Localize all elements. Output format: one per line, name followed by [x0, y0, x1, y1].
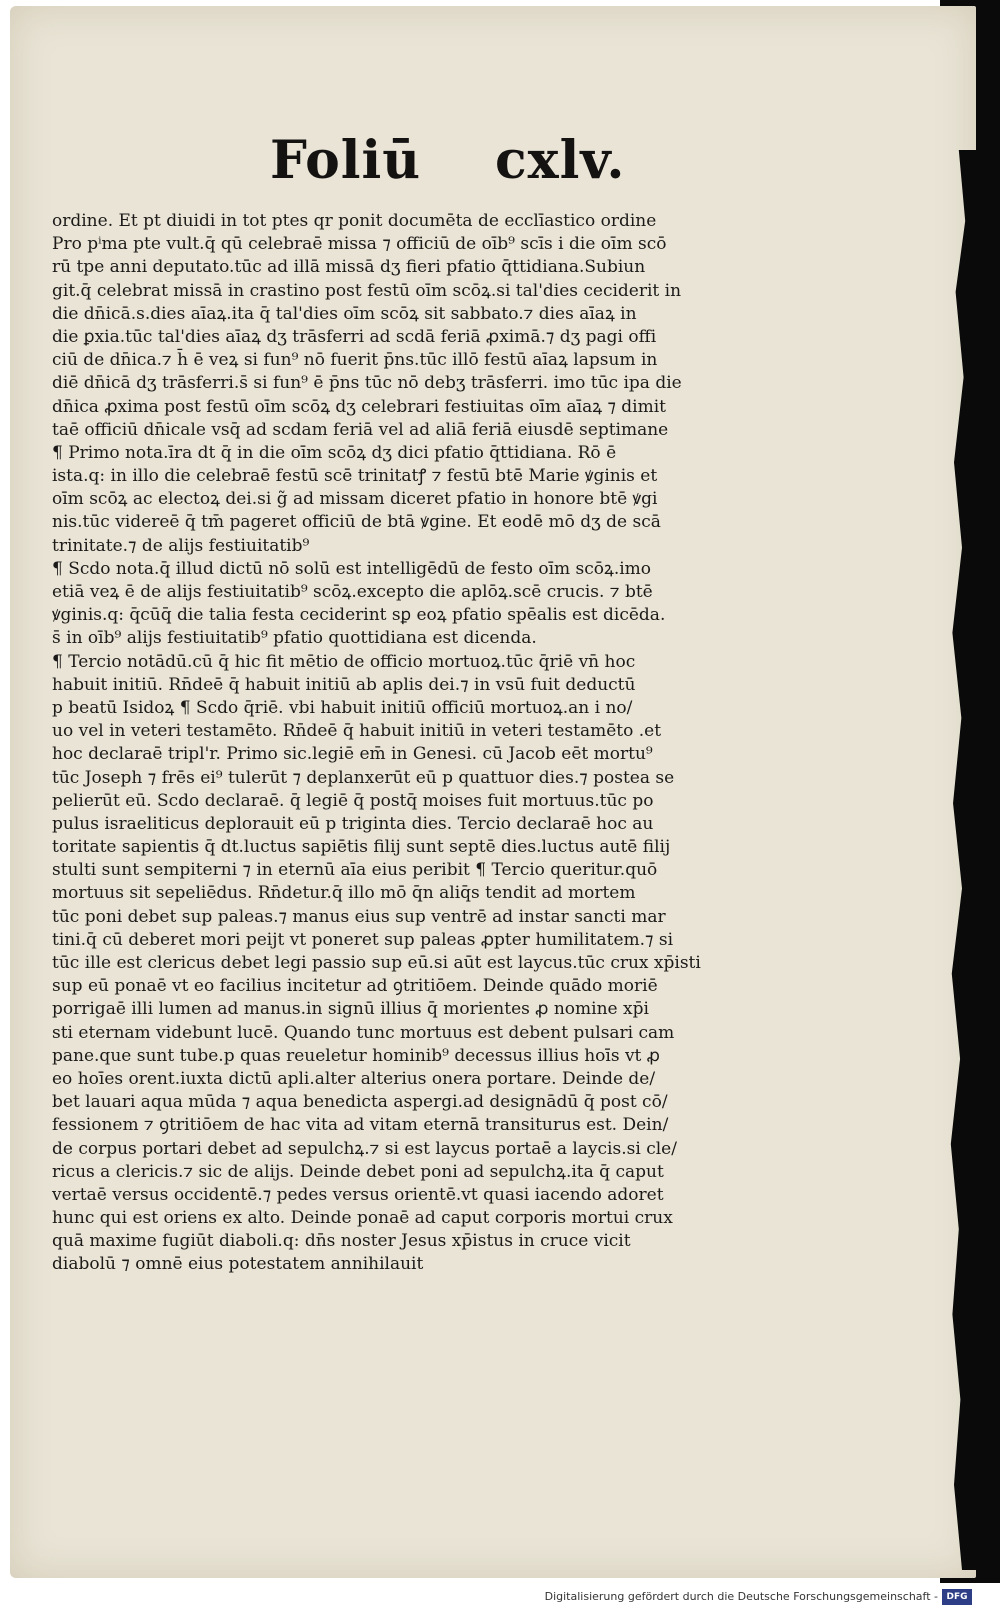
text-line: bet lauari aqua mūda ⁊ aqua benedicta aspergi.ad designādū q̄ post cō/ — [52, 1092, 668, 1113]
text-line: habuit initiū. Rn̄deē q̄ habuit initiū ab aplis dei.⁊ in vsū fuit deductū — [52, 674, 636, 695]
text-line: toritate sapientis q̄ dt.luctus sapiētis filij sunt septē dies.luctus autē filij — [52, 837, 671, 858]
text-line: uo vel in veteri testamēto. Rn̄deē q̄ habuit initiū in veteri testamēto .et — [52, 721, 662, 742]
text-line: nis.tūc videreē q̄ tm̄ pageret officiū de btā ꝟgine. Et eodē mō dʒ de scā — [52, 512, 661, 533]
text-line: tūc ille est clericus debet legi passio sup eū.si aūt est laycus.tūc crux xp̄isti — [52, 953, 701, 973]
text-line: ordine. Et pt diuidi in tot ptes qr ponit documēta de ecclīastico ordine — [52, 211, 657, 231]
folio-word: Foliū — [270, 130, 422, 191]
text-line: ¶ Tercio notādū.cū q̄ hic fit mētio de officio mortuoꝝ.tūc q̄riē vn̄ hoc — [52, 651, 636, 672]
text-line: p beatū Isidoꝝ ¶ Scdo q̄riē. vbi habuit initiū officiū mortuoꝝ.an i no/ — [52, 697, 633, 718]
text-line: hunc qui est oriens ex alto. Deinde ponaē ad caput corporis mortui crux — [52, 1208, 673, 1229]
text-line: vertaē versus occidentē.⁊ pedes versus orientē.vt quasi iacendo adoret — [52, 1184, 664, 1205]
text-line: ista.q: in illo die celebraē festū scē trinitatꝭ ⁊ festū btē Marie ꝟginis et — [52, 466, 658, 487]
folio-header — [270, 130, 630, 210]
text-line: ꝟginis.q: q̄cūq̄ die talia festa ceciderint sꝑ eoꝝ pfatio spēalis est dicēda. — [52, 605, 666, 626]
folio-number: cxlv. — [495, 130, 626, 191]
body-text — [52, 210, 712, 1277]
text-line: taē officiū dn̄icale vsq̄ ad scdam feriā vel ad aliā feriā eiusdē septimane — [52, 419, 669, 440]
text-line: quā maxime fugiūt diaboli.q: dn̄s noster Jesus xp̄istus in cruce vicit — [52, 1231, 631, 1252]
text-line: rū tpe anni deputato.tūc ad illā missā dʒ fieri pfatio q̄ttidiana.Subiun — [52, 257, 646, 278]
text-line: hoc declaraē tripl'r. Primo sic.legiē em̄ in Genesi. cū Jacob eēt mortu⁹ — [52, 744, 653, 765]
text-line: ¶ Primo nota.īra dt q̄ in die oīm scōꝝ dʒ dici pfatio q̄ttidiana. Rō ē — [52, 442, 617, 463]
text-line: eo hoīes orent.iuxta dictū apli.alter alterius onera portare. Deinde de/ — [52, 1068, 656, 1089]
text-line: diē dn̄icā dʒ trāsferri.s̄ si fun⁹ ē p̄ns tūc nō debʒ trāsferri. imo tūc ipa die — [52, 373, 682, 394]
text-line: tūc Joseph ⁊ frēs ei⁹ tulerūt ⁊ deplanxerūt eū p quattuor dies.⁊ postea se — [52, 767, 675, 788]
text-line: trinitate.⁊ de alijs festiuitatib⁹ — [52, 535, 310, 556]
text-line: dn̄ica ꝓxima post festū oīm scōꝝ dʒ celebrari festiuitas oīm aīaꝝ ⁊ dimit — [52, 396, 667, 417]
text-line: die ꝑxia.tūc tal'dies aīaꝝ dʒ trāsferri ad scdā feriā ꝓximā.⁊ dʒ pagi offi — [52, 326, 657, 347]
text-line: s̄ in oīb⁹ alijs festiuitatib⁹ pfatio quottidiana est dicenda. — [52, 628, 537, 649]
funding-credit: Digitalisierung gefördert durch die Deutsche Forschungsgemeinschaft - — [544, 1590, 938, 1603]
text-line: git.q̄ celebrat missā in crastino post festū oīm scōꝝ.si tal'dies ceciderit in — [52, 280, 682, 301]
text-line: sti eternam videbunt lucē. Quando tunc mortuus est debent pulsari cam — [52, 1022, 675, 1043]
text-line: tini.q̄ cū deberet mori peijt vt poneret sup paleas ꝓpter humilitatem.⁊ si — [52, 929, 674, 950]
text-line: fessionem ⁊ ꝯtritiōem de hac vita ad vitam eternā transiturus est. Dein/ — [52, 1115, 669, 1136]
text-line: pane.que sunt tube.p quas reueletur hominib⁹ decessus illius hoīs vt ꝓ — [52, 1045, 660, 1066]
text-line: pulus israeliticus deplorauit eū p triginta dies. Tercio declaraē hoc au — [52, 813, 654, 834]
dfg-logo: DFG — [942, 1589, 972, 1605]
text-line: die dn̄icā.s.dies aīaꝝ.ita q̄ tal'dies oīm scōꝝ sit sabbato.⁊ dies aīaꝝ in — [52, 303, 637, 324]
text-line: ciū de dn̄ica.⁊ h̄ ē veꝝ si fun⁹ nō fuerit p̄ns.tūc illō festū aīaꝝ lapsum in — [52, 350, 658, 371]
text-line: sup eū ponaē vt eo facilius incitetur ad ꝯtritiōem. Deinde quādo moriē — [52, 976, 658, 997]
text-line: diabolū ⁊ omnē eius potestatem annihilauit — [52, 1254, 424, 1275]
text-line: Pro pⁱma pte vult.q̄ qū celebraē missa ⁊ officiū de oīb⁹ scīs i die oīm scō — [52, 234, 667, 255]
text-line: de corpus portari debet ad sepulchꝝ.⁊ si est laycus portaē a laycis.si cle/ — [52, 1138, 677, 1159]
text-line: tūc poni debet sup paleas.⁊ manus eius sup ventrē ad instar sancti mar — [52, 906, 666, 927]
text-line: etiā veꝝ ē de alijs festiuitatib⁹ scōꝝ.excepto die aplōꝝ.scē crucis. ⁊ btē — [52, 582, 653, 602]
text-line: porrigaē illi lumen ad manus.in signū illius q̄ morientes ꝓ nomine xp̄i — [52, 999, 649, 1020]
text-line: oīm scōꝝ ac electoꝝ dei.si g̃ ad missam diceret pfatio in honore btē ꝟgi — [52, 489, 658, 510]
footer-bar — [0, 1583, 1000, 1612]
text-line: mortuus sit sepeliēdus. Rn̄detur.q̄ illo mō q̄n aliq̄s tendit ad mortem — [52, 883, 636, 904]
text-line: ricus a clericis.⁊ sic de alijs. Deinde debet poni ad sepulchꝝ.ita q̄ caput — [52, 1161, 664, 1182]
text-line: pelierūt eū. Scdo declaraē. q̄ legiē q̄ postq̄ moises fuit mortuus.tūc po — [52, 790, 654, 811]
text-line: ¶ Scdo nota.q̄ illud dictū nō solū est intelligēdū de festo oīm scōꝝ.imo — [52, 558, 652, 579]
text-line: stulti sunt sempiterni ⁊ in eternū aīa eius peribit ¶ Tercio queritur.quō — [52, 860, 658, 881]
